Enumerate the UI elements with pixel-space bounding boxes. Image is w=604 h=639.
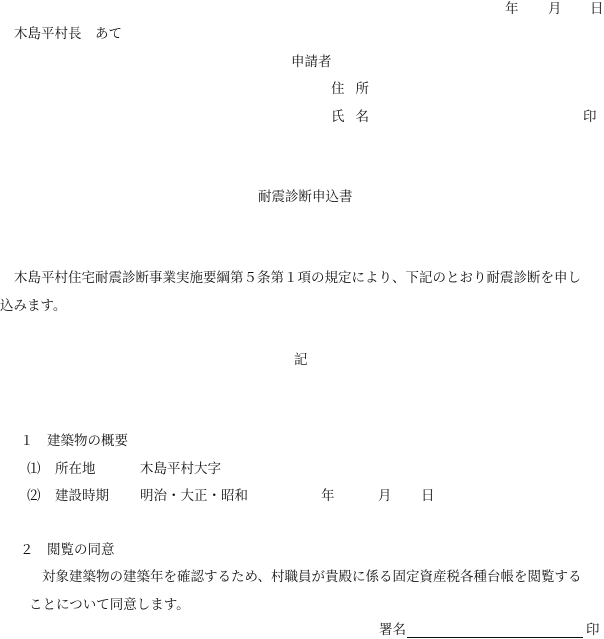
date-day-label: 日	[590, 1, 604, 17]
signature-seal-mark: 印	[586, 622, 600, 638]
addressee: 木島平村長 あて	[14, 26, 122, 42]
era-options: 明治・大正・昭和	[140, 488, 248, 504]
body-text-line-1: 木島平村住宅耐震診断事業実施要綱第５条第１項の規定により、下記のとおり耐震診断を申し	[14, 270, 581, 286]
location-label: 所在地	[55, 461, 96, 477]
section-1-heading: １ 建築物の概要	[20, 433, 128, 449]
applicant-label: 申請者	[291, 54, 332, 70]
item-2-number: ⑵	[27, 488, 41, 504]
item-1-number: ⑴	[27, 461, 41, 477]
construction-year-label: 年	[321, 488, 335, 504]
location-value: 木島平村大字	[140, 461, 221, 477]
document-title: 耐震診断申込書	[258, 189, 353, 205]
signature-line	[407, 637, 583, 638]
applicant-seal-mark: 印	[583, 109, 597, 125]
date-year-label: 年	[505, 1, 519, 17]
name-label: 氏名	[331, 109, 380, 125]
date-month-label: 月	[548, 1, 562, 17]
body-text-line-2: 込みます。	[0, 298, 67, 314]
address-label: 住所	[331, 81, 380, 97]
consent-text-line-1: 対象建築物の建築年を確認するため、村職員が貴殿に係る固定資産税各種台帳を閲覧する	[42, 569, 582, 585]
consent-text-line-2: ことについて同意します。	[29, 597, 190, 613]
construction-day-label: 日	[421, 488, 435, 504]
construction-month-label: 月	[378, 488, 392, 504]
construction-period-label: 建設時期	[55, 488, 109, 504]
section-2-heading: ２ 閲覧の同意	[20, 542, 115, 558]
signature-label: 署名	[379, 622, 406, 638]
ki-heading: 記	[294, 352, 308, 368]
